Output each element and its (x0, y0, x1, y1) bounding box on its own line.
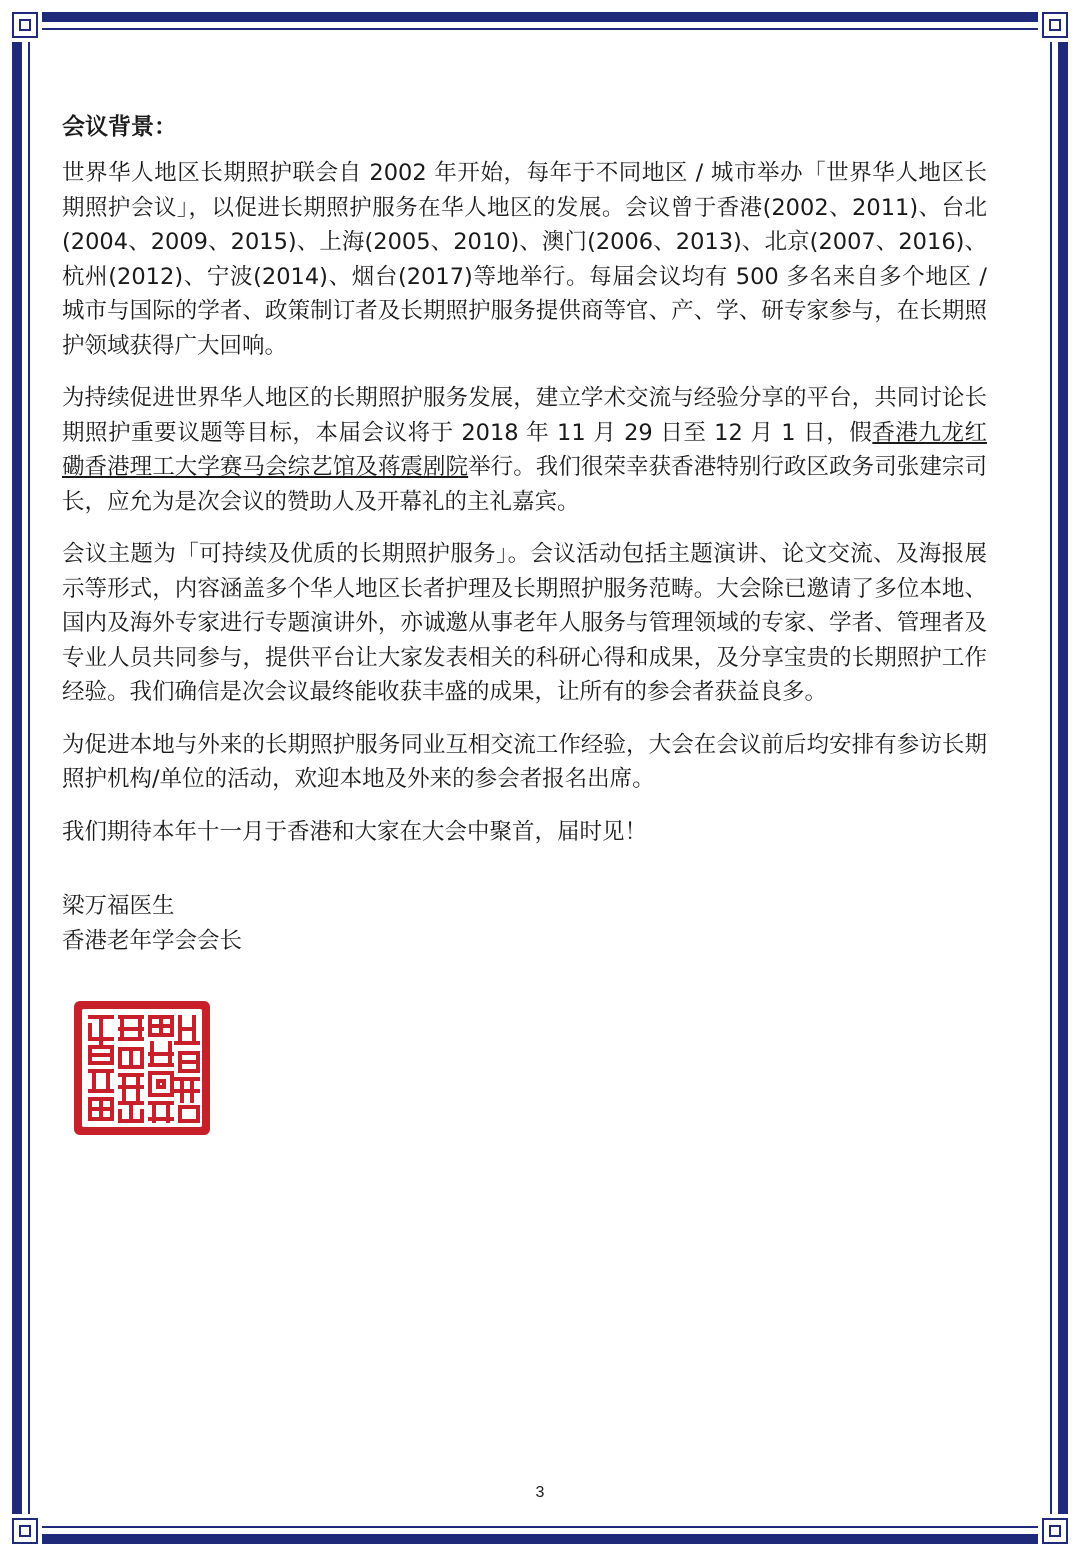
paragraph-visits: 为促进本地与外来的长期照护服务同业互相交流工作经验，大会在会议前后均安排有参访长期照护机构/单位的活动，欢迎本地及外来的参会者报名出席。 (62, 731, 987, 792)
page-number: 3 (535, 1484, 545, 1501)
paragraph-venue (62, 381, 987, 519)
signature-block (62, 889, 987, 959)
paragraph-closing: 我们期待本年十一月于香港和大家在大会中聚首，届时见！ (62, 818, 648, 845)
corner-ornament-top-right (1038, 8, 1072, 42)
corner-ornament-top-left (8, 8, 42, 42)
organization-seal (72, 999, 212, 1137)
corner-ornament-bottom-left (8, 1514, 42, 1548)
paragraph-venue-tail: 举行。我们很荣幸获香港特别行政区政务司张建宗司长，应允为是次会议的赞助人及开幕礼的主礼嘉宾。 (62, 454, 987, 515)
paragraph-venue-lead: 为持续促进世界华人地区的长期照护服务发展，建立学术交流与经验分享的平台，共同讨论长期照护重要议题等目标，本届会议将于 2018 年 11 月 29 日至 12 月 1 日，假 (62, 385, 987, 446)
signature-name: 梁万福医生 (62, 893, 175, 919)
section-heading: 会议背景： (62, 114, 177, 140)
paragraph-theme: 会议主题为「可持续及优质的长期照护服务」。会议活动包括主题演讲、论文交流、及海报展示等形式，内容涵盖多个华人地区长者护理及长期照护服务范畴。大会除已邀请了多位本地、国内及海外专家进行专题演讲外，亦诚邀从事老年人服务与管理领域的专家、学者、管理者及专业人员共同参与，提供平台让大家发表相关的科研心得和成果，及分享宝贵的长期照护工作经验。我们确信是次会议最终能收获丰盛的成果，让所有的参会者获益良多。 (62, 541, 987, 705)
paragraph-background: 世界华人地区长期照护联会自 2002 年开始，每年于不同地区 / 城市举办「世界华人地区长期照护会议」，以促进长期照护服务在华人地区的发展。会议曾于香港(2002、2011)、台北(2004、2009、2015)、上海(2005、2010)、澳门(2006、2013)、北京(2007、2016)、杭州(2012)、宁波(2014)、烟台(2017)等地举行。每届会议均有 500 多名来自多个地区 / 城市与国际的学者、政策制订者及长期照护服务提供商等官、产、学、研专家参与，在长期照护领域获得广大回响。 (62, 160, 987, 359)
venue-text: 香港九龙红磡香港理工大学赛马会综艺馆及蒋震剧院 (62, 419, 987, 480)
signature-title: 香港老年学会会长 (62, 928, 243, 954)
document-body (62, 110, 987, 959)
corner-ornament-bottom-right (1038, 1514, 1072, 1548)
